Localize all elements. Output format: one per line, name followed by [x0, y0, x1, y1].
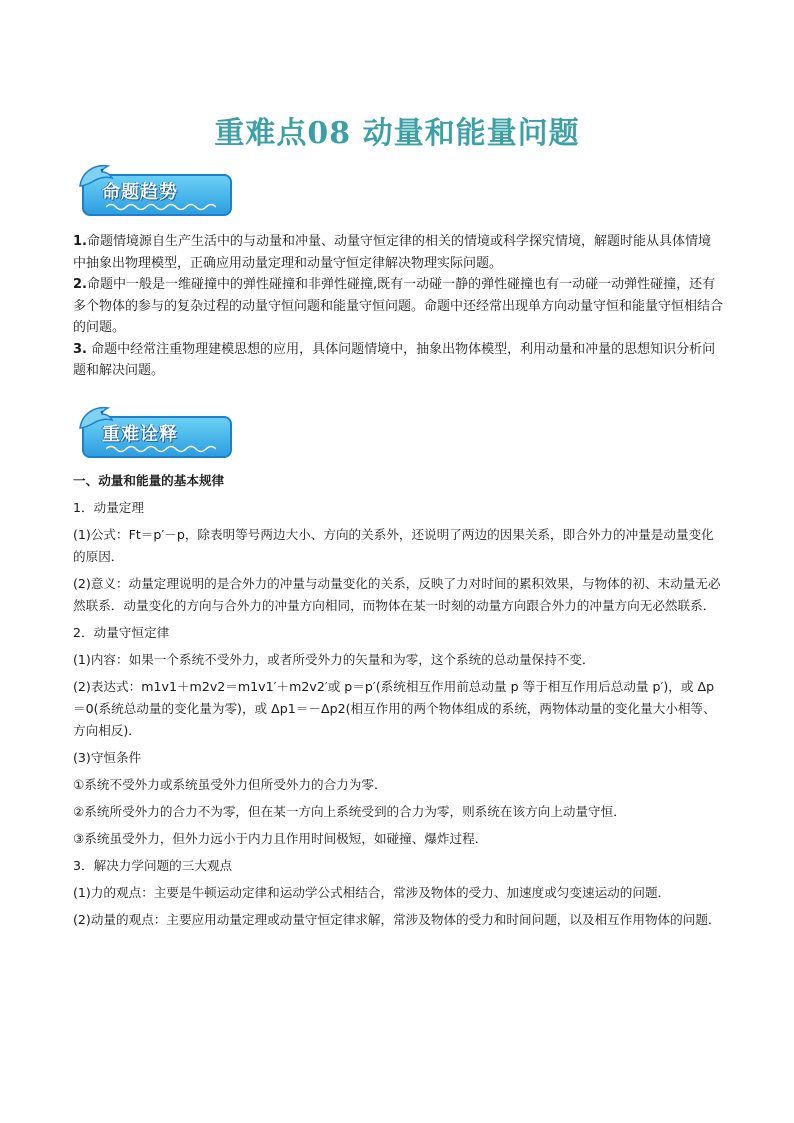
trend-text — [73, 231, 723, 382]
section-banner-explain — [76, 402, 236, 464]
paragraph-content: (1)内容：如果一个系统不受外力，或者所受外力的矢量和为零，这个系统的总动量保持不变． — [73, 652, 595, 667]
paragraph-momentum-view: (2)动量的观点：主要应用动量定理或动量守恒定律求解，常涉及物体的受力和时间问题，以及相互作用物体的问题． — [73, 912, 721, 927]
explain-text — [73, 470, 723, 931]
paragraph-conditions-heading: (3)守恒条件 — [73, 750, 142, 765]
wave-decoration-icon — [106, 202, 216, 212]
paragraph-expression: (2)表达式：m1v1＋m2v2＝m1v1′＋m2v2′或 p＝p′(系统相互作用前总动量 p 等于相互作用后总动量 p′)，或 Δp＝0(系统总动量的变化量为零)，或 Δp1＝－Δp2(相互作用的两个物体组成的系统，两物体动量的变化量大小相等、方向相反)． — [73, 679, 716, 738]
banner-label: 重难诠释 — [102, 424, 178, 445]
paragraph-formula: (1)公式：Ft＝p′－p，除表明等号两边大小、方向的关系外，还说明了两边的因果关系，即合外力的冲量是动量变化的原因． — [73, 527, 714, 564]
paragraph-force-view: (1)力的观点：主要是牛顿运动定律和运动学公式相结合，常涉及物体的受力、加速度或匀变速运动的问题． — [73, 885, 671, 900]
paragraph-meaning: (2)意义：动量定理说明的是合外力的冲量与动量变化的关系，反映了力对时间的累积效果，与物体的初、末动量无必然联系．动量变化的方向与合外力的冲量方向相同，而物体在某一时刻的动量方向跟合外力的冲量方向无必然联系． — [73, 576, 721, 613]
wave-decoration-icon — [106, 444, 216, 454]
section-banner-trend — [76, 160, 236, 222]
page-title: 重难点08 动量和能量问题 — [214, 116, 580, 151]
heading-basic-laws: 一、动量和能量的基本规律 — [73, 473, 225, 488]
banner-label: 命题趋势 — [102, 182, 178, 203]
trend-paragraph-2: 2.命题中一般是一维碰撞中的弹性碰撞和非弹性碰撞,既有一动碰一静的弹性碰撞也有一动碰一动弹性碰撞，还有多个物体的参与的复杂过程的动量守恒问题和能量守恒问题。命题中还经常出现单方向动量守恒和能量守恒相结合的问题。 — [73, 277, 724, 335]
paragraph-condition-3: ③系统虽受外力，但外力远小于内力且作用时间极短，如碰撞、爆炸过程． — [73, 831, 488, 846]
subheading-momentum-theorem: 1．动量定理 — [73, 500, 144, 515]
subheading-three-views: 3．解决力学问题的三大观点 — [73, 858, 233, 873]
trend-paragraph-1: 1.命题情境源自生产生活中的与动量和冲量、动量守恒定律的相关的情境或科学探究情境，解题时能从具体情境中抽象出物理模型，正确应用动量定理和动量守恒定律解决物理实际问题。 — [73, 234, 711, 271]
paragraph-condition-2: ②系统所受外力的合力不为零，但在某一方向上系统受到的合力为零，则系统在该方向上动量守恒． — [73, 804, 626, 819]
subheading-conservation-law: 2．动量守恒定律 — [73, 625, 170, 640]
paragraph-condition-1: ①系统不受外力或系统虽受外力但所受外力的合力为零． — [73, 777, 387, 792]
trend-paragraph-3: 3. 命题中经常注重物理建模思想的应用，具体问题情境中，抽象出物体模型，利用动量和冲量的思想知识分析问题和解决问题。 — [73, 341, 716, 378]
